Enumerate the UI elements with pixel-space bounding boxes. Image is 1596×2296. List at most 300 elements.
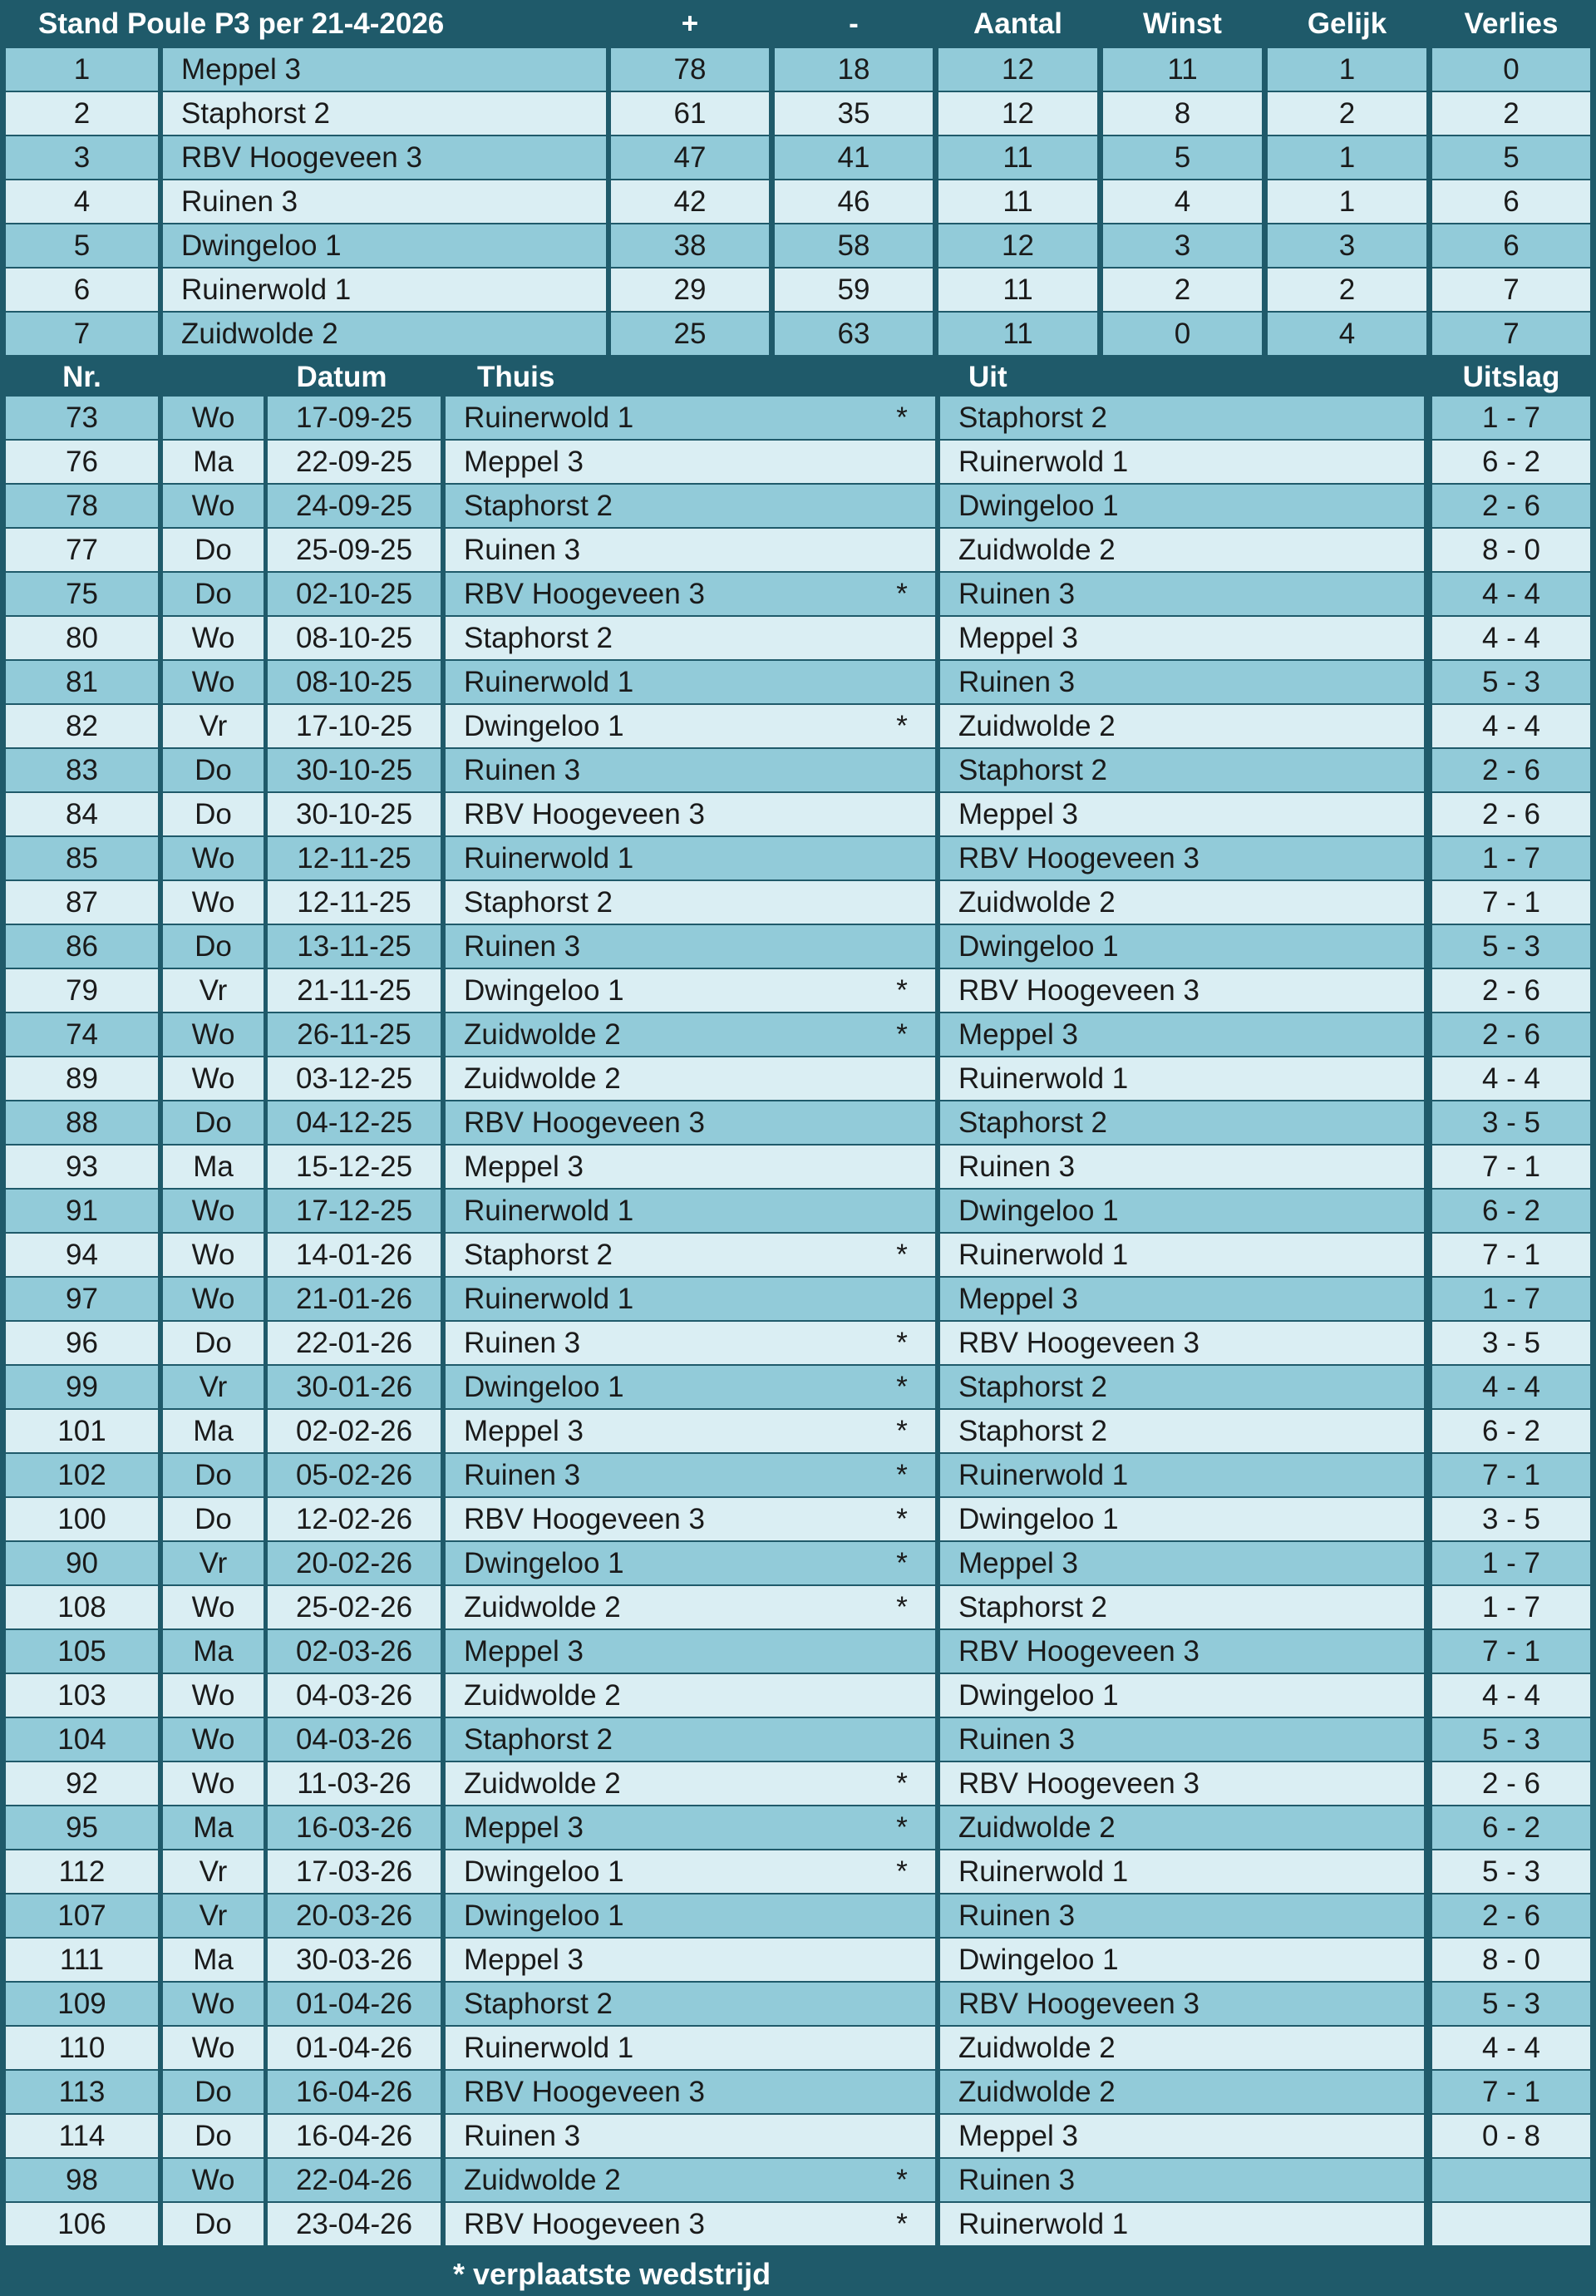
match-cell-weekday: Wo: [163, 661, 264, 703]
standings-cell-lost: 7: [1432, 269, 1590, 311]
match-cell-match-number: 94: [6, 1234, 158, 1276]
match-cell-match-date: 23-04-26: [268, 2203, 441, 2245]
match-cell-away-team: Ruinen 3: [940, 573, 1424, 615]
standings-cell-drawn: 2: [1268, 269, 1426, 311]
match-cell-match-date: 21-11-25: [268, 969, 441, 1012]
match-cell-weekday: Do: [163, 573, 264, 615]
standings-row: [0, 48, 1596, 91]
rescheduled-marker: *: [896, 1326, 908, 1359]
match-cell-match-date: 20-02-26: [268, 1542, 441, 1584]
match-cell-match-number: 79: [6, 969, 158, 1012]
match-cell-home-team: Meppel 3: [446, 1939, 935, 1981]
match-cell-result: 8 - 0: [1432, 529, 1590, 571]
rescheduled-marker-slot: [885, 2159, 919, 2201]
match-cell-weekday: Ma: [163, 1146, 264, 1188]
match-cell-away-team: Ruinen 3: [940, 661, 1424, 703]
match-cell-match-date: 03-12-25: [268, 1057, 441, 1100]
match-cell-match-date: 12-02-26: [268, 1498, 441, 1540]
rescheduled-marker: *: [896, 709, 908, 742]
match-cell-weekday: Vr: [163, 969, 264, 1012]
match-cell-match-number: 113: [6, 2071, 158, 2113]
standings-cell-rank: 1: [6, 48, 158, 91]
match-cell-match-date: 13-11-25: [268, 925, 441, 968]
match-cell-weekday: Ma: [163, 1630, 264, 1673]
match-cell-weekday: Wo: [163, 1278, 264, 1320]
match-cell-match-date: 17-10-25: [268, 705, 441, 747]
match-cell-away-team: Staphorst 2: [940, 1410, 1424, 1452]
match-cell-match-number: 88: [6, 1101, 158, 1144]
match-cell-home-team: Dwingeloo 1: [446, 1894, 935, 1937]
standings-cell-rank: 4: [6, 180, 158, 223]
match-cell-away-team: Zuidwolde 2: [940, 881, 1424, 924]
rescheduled-marker-slot: [885, 2115, 919, 2157]
match-cell-home-team: Meppel 3: [446, 1146, 935, 1188]
match-cell-away-team: Meppel 3: [940, 2115, 1424, 2157]
matches-header-4: Uitslag: [1462, 360, 1560, 393]
match-cell-result: 6 - 2: [1432, 1410, 1590, 1452]
match-cell-weekday: Do: [163, 793, 264, 835]
match-cell-match-number: 81: [6, 661, 158, 703]
match-cell-weekday: Wo: [163, 485, 264, 527]
match-cell-result: 1 - 7: [1432, 1278, 1590, 1320]
standings-title: Stand Poule P3 per 21-4-2026: [38, 7, 445, 40]
match-cell-match-date: 12-11-25: [268, 837, 441, 879]
match-cell-match-date: 08-10-25: [268, 617, 441, 659]
match-cell-weekday: Ma: [163, 441, 264, 483]
match-cell-weekday: Wo: [163, 617, 264, 659]
match-cell-home-team: Zuidwolde 2: [446, 2159, 935, 2201]
match-row: [0, 1762, 1596, 1805]
rescheduled-marker-slot: [885, 1630, 919, 1673]
rescheduled-marker-slot: [885, 1410, 919, 1452]
standings-cell-team: Meppel 3: [163, 48, 606, 91]
footer-note-bar: [0, 2253, 1596, 2296]
match-cell-home-team: Staphorst 2: [446, 617, 935, 659]
match-cell-match-date: 02-10-25: [268, 573, 441, 615]
match-cell-match-number: 104: [6, 1718, 158, 1761]
rescheduled-marker-slot: [885, 1366, 919, 1408]
match-cell-match-number: 100: [6, 1498, 158, 1540]
match-cell-away-team: Meppel 3: [940, 617, 1424, 659]
rescheduled-marker: *: [896, 2163, 908, 2196]
match-cell-match-number: 93: [6, 1146, 158, 1188]
match-cell-match-number: 102: [6, 1454, 158, 1496]
match-row: [0, 397, 1596, 439]
match-cell-home-team: Ruinen 3: [446, 2115, 935, 2157]
standings-cell-team: RBV Hoogeveen 3: [163, 136, 606, 179]
match-cell-home-team: Ruinerwold 1: [446, 661, 935, 703]
matches-header-2: Thuis: [477, 360, 555, 393]
match-cell-home-team: Ruinen 3: [446, 749, 935, 791]
match-cell-match-number: 82: [6, 705, 158, 747]
match-cell-result: 4 - 4: [1432, 705, 1590, 747]
standings-cell-points-for: 38: [611, 224, 769, 267]
rescheduled-marker-slot: [885, 485, 919, 527]
standings-cell-points-for: 47: [611, 136, 769, 179]
standings-cell-won: 11: [1103, 48, 1262, 91]
match-cell-away-team: Zuidwolde 2: [940, 705, 1424, 747]
match-cell-result: 7 - 1: [1432, 1234, 1590, 1276]
match-cell-match-date: 04-03-26: [268, 1674, 441, 1717]
standings-cell-played: 11: [938, 136, 1097, 179]
standings-cell-drawn: 2: [1268, 92, 1426, 135]
match-cell-away-team: Meppel 3: [940, 1278, 1424, 1320]
match-cell-weekday: Wo: [163, 1718, 264, 1761]
match-cell-result: 4 - 4: [1432, 573, 1590, 615]
match-cell-away-team: Meppel 3: [940, 1542, 1424, 1584]
rescheduled-marker: *: [896, 1458, 908, 1491]
standings-cell-points-for: 42: [611, 180, 769, 223]
rescheduled-marker: *: [896, 1855, 908, 1888]
match-cell-away-team: Zuidwolde 2: [940, 2027, 1424, 2069]
standings-cell-drawn: 1: [1268, 48, 1426, 91]
match-cell-result: [1432, 2159, 1590, 2201]
match-cell-result: 5 - 3: [1432, 1983, 1590, 2025]
match-row: [0, 441, 1596, 483]
match-cell-match-date: 04-03-26: [268, 1718, 441, 1761]
match-cell-weekday: Wo: [163, 1013, 264, 1056]
match-cell-result: 4 - 4: [1432, 1366, 1590, 1408]
match-cell-match-date: 22-09-25: [268, 441, 441, 483]
match-cell-result: 3 - 5: [1432, 1498, 1590, 1540]
standings-cell-team: Staphorst 2: [163, 92, 606, 135]
match-cell-result: 6 - 2: [1432, 441, 1590, 483]
standings-cell-points-against: 18: [775, 48, 933, 91]
match-cell-home-team: Meppel 3: [446, 1410, 935, 1452]
match-cell-result: 3 - 5: [1432, 1101, 1590, 1144]
match-cell-home-team: Dwingeloo 1: [446, 705, 935, 747]
match-cell-home-team: Ruinerwold 1: [446, 1278, 935, 1320]
standings-cell-drawn: 1: [1268, 136, 1426, 179]
match-cell-away-team: Staphorst 2: [940, 1101, 1424, 1144]
match-cell-match-number: 95: [6, 1806, 158, 1849]
rescheduled-marker: *: [896, 1590, 908, 1623]
match-cell-result: 6 - 2: [1432, 1806, 1590, 1849]
match-cell-match-date: 01-04-26: [268, 1983, 441, 2025]
match-cell-weekday: Wo: [163, 2159, 264, 2201]
match-cell-result: 2 - 6: [1432, 1013, 1590, 1056]
match-cell-result: 2 - 6: [1432, 969, 1590, 1012]
rescheduled-marker: *: [896, 401, 908, 434]
match-cell-result: 6 - 2: [1432, 1190, 1590, 1232]
match-cell-result: 7 - 1: [1432, 2071, 1590, 2113]
match-row: [0, 661, 1596, 703]
match-cell-away-team: Dwingeloo 1: [940, 925, 1424, 968]
rescheduled-marker-slot: [885, 1190, 919, 1232]
rescheduled-marker-slot: [885, 1542, 919, 1584]
match-cell-match-date: 20-03-26: [268, 1894, 441, 1937]
match-cell-match-number: 75: [6, 573, 158, 615]
standings-cell-team: Zuidwolde 2: [163, 313, 606, 355]
match-cell-weekday: Do: [163, 1454, 264, 1496]
match-row: [0, 1630, 1596, 1673]
match-cell-home-team: Dwingeloo 1: [446, 1366, 935, 1408]
match-cell-result: [1432, 2203, 1590, 2245]
match-cell-away-team: Zuidwolde 2: [940, 529, 1424, 571]
match-cell-match-date: 30-10-25: [268, 749, 441, 791]
match-cell-match-number: 110: [6, 2027, 158, 2069]
standings-cell-won: 0: [1103, 313, 1262, 355]
match-cell-home-team: Dwingeloo 1: [446, 969, 935, 1012]
match-cell-match-date: 17-12-25: [268, 1190, 441, 1232]
match-row: [0, 1190, 1596, 1232]
match-cell-match-date: 01-04-26: [268, 2027, 441, 2069]
match-cell-match-number: 101: [6, 1410, 158, 1452]
match-cell-away-team: Ruinerwold 1: [940, 2203, 1424, 2245]
match-cell-match-number: 85: [6, 837, 158, 879]
match-cell-home-team: Ruinen 3: [446, 925, 935, 968]
match-cell-result: 7 - 1: [1432, 1454, 1590, 1496]
rescheduled-marker-slot: [885, 1013, 919, 1056]
match-cell-away-team: Ruinen 3: [940, 1894, 1424, 1937]
match-cell-away-team: Ruinerwold 1: [940, 1234, 1424, 1276]
match-row: [0, 1366, 1596, 1408]
match-cell-away-team: RBV Hoogeveen 3: [940, 1630, 1424, 1673]
rescheduled-marker-slot: [885, 1850, 919, 1893]
match-cell-home-team: Dwingeloo 1: [446, 1850, 935, 1893]
standings-row: [0, 92, 1596, 135]
match-cell-away-team: Dwingeloo 1: [940, 1190, 1424, 1232]
match-row: [0, 1057, 1596, 1100]
match-cell-match-number: 98: [6, 2159, 158, 2201]
standings-cell-rank: 5: [6, 224, 158, 267]
standings-cell-won: 8: [1103, 92, 1262, 135]
match-cell-weekday: Do: [163, 529, 264, 571]
rescheduled-marker: *: [896, 1502, 908, 1535]
standings-row: [0, 224, 1596, 267]
standings-cell-points-against: 41: [775, 136, 933, 179]
match-cell-match-number: 96: [6, 1322, 158, 1364]
match-cell-weekday: Vr: [163, 1850, 264, 1893]
rescheduled-marker-slot: [885, 1806, 919, 1849]
match-cell-match-date: 17-09-25: [268, 397, 441, 439]
match-cell-home-team: Zuidwolde 2: [446, 1057, 935, 1100]
match-cell-result: 7 - 1: [1432, 881, 1590, 924]
rescheduled-marker-slot: [885, 397, 919, 439]
match-cell-weekday: Wo: [163, 2027, 264, 2069]
rescheduled-marker: *: [896, 1414, 908, 1447]
rescheduled-marker-slot: [885, 793, 919, 835]
match-cell-match-date: 12-11-25: [268, 881, 441, 924]
standings-cell-lost: 7: [1432, 313, 1590, 355]
standings-cell-played: 11: [938, 180, 1097, 223]
match-cell-result: 2 - 6: [1432, 749, 1590, 791]
match-cell-home-team: RBV Hoogeveen 3: [446, 2071, 935, 2113]
match-cell-result: 8 - 0: [1432, 1939, 1590, 1981]
match-cell-home-team: RBV Hoogeveen 3: [446, 573, 935, 615]
match-cell-away-team: Dwingeloo 1: [940, 1939, 1424, 1981]
rescheduled-marker-slot: [885, 1322, 919, 1364]
match-cell-match-date: 25-09-25: [268, 529, 441, 571]
match-cell-away-team: RBV Hoogeveen 3: [940, 1322, 1424, 1364]
match-row: [0, 2203, 1596, 2245]
match-row: [0, 1410, 1596, 1452]
match-cell-result: 5 - 3: [1432, 925, 1590, 968]
standings-row: [0, 180, 1596, 223]
match-cell-result: 5 - 3: [1432, 661, 1590, 703]
standings-cell-points-against: 58: [775, 224, 933, 267]
standings-cell-lost: 2: [1432, 92, 1590, 135]
match-cell-match-date: 24-09-25: [268, 485, 441, 527]
match-cell-away-team: Meppel 3: [940, 1013, 1424, 1056]
match-cell-result: 5 - 3: [1432, 1718, 1590, 1761]
match-cell-home-team: RBV Hoogeveen 3: [446, 2203, 935, 2245]
match-cell-weekday: Do: [163, 1498, 264, 1540]
match-cell-match-date: 17-03-26: [268, 1850, 441, 1893]
standings-header-2: Aantal: [973, 7, 1062, 40]
match-cell-match-date: 02-02-26: [268, 1410, 441, 1452]
rescheduled-marker-slot: [885, 881, 919, 924]
match-row: [0, 1101, 1596, 1144]
standings-cell-rank: 3: [6, 136, 158, 179]
match-cell-match-number: 91: [6, 1190, 158, 1232]
match-cell-match-date: 05-02-26: [268, 1454, 441, 1496]
match-cell-home-team: Zuidwolde 2: [446, 1674, 935, 1717]
match-cell-result: 2 - 6: [1432, 1894, 1590, 1937]
match-cell-match-date: 22-04-26: [268, 2159, 441, 2201]
rescheduled-marker-slot: [885, 1146, 919, 1188]
rescheduled-marker: *: [896, 1811, 908, 1844]
match-cell-weekday: Wo: [163, 881, 264, 924]
match-row: [0, 1542, 1596, 1584]
rescheduled-marker-slot: [885, 661, 919, 703]
match-cell-match-date: 16-03-26: [268, 1806, 441, 1849]
match-cell-match-date: 21-01-26: [268, 1278, 441, 1320]
standings-cell-played: 12: [938, 48, 1097, 91]
match-row: [0, 2159, 1596, 2201]
match-cell-weekday: Do: [163, 2071, 264, 2113]
match-cell-result: 2 - 6: [1432, 1762, 1590, 1805]
match-cell-match-number: 108: [6, 1586, 158, 1628]
match-row: [0, 2071, 1596, 2113]
match-cell-result: 1 - 7: [1432, 1542, 1590, 1584]
match-cell-away-team: Staphorst 2: [940, 1586, 1424, 1628]
rescheduled-marker-slot: [885, 617, 919, 659]
match-cell-home-team: Staphorst 2: [446, 485, 935, 527]
match-cell-match-date: 14-01-26: [268, 1234, 441, 1276]
standings-cell-rank: 6: [6, 269, 158, 311]
match-cell-match-number: 87: [6, 881, 158, 924]
match-row: [0, 1498, 1596, 1540]
match-cell-result: 4 - 4: [1432, 2027, 1590, 2069]
match-row: [0, 2115, 1596, 2157]
match-cell-result: 2 - 6: [1432, 485, 1590, 527]
match-cell-home-team: RBV Hoogeveen 3: [446, 1498, 935, 1540]
match-cell-home-team: RBV Hoogeveen 3: [446, 793, 935, 835]
rescheduled-marker: *: [896, 2207, 908, 2240]
match-row: [0, 1939, 1596, 1981]
match-cell-away-team: Zuidwolde 2: [940, 1806, 1424, 1849]
match-cell-result: 5 - 3: [1432, 1850, 1590, 1893]
match-cell-home-team: Meppel 3: [446, 1806, 935, 1849]
standings-header-5: Verlies: [1464, 7, 1559, 40]
match-cell-result: 7 - 1: [1432, 1146, 1590, 1188]
match-cell-weekday: Wo: [163, 397, 264, 439]
match-cell-match-date: 30-01-26: [268, 1366, 441, 1408]
match-row: [0, 793, 1596, 835]
rescheduled-marker-slot: [885, 2203, 919, 2245]
matches-header-0: Nr.: [62, 360, 101, 393]
match-cell-home-team: Ruinerwold 1: [446, 837, 935, 879]
rescheduled-marker-slot: [885, 529, 919, 571]
match-cell-match-number: 84: [6, 793, 158, 835]
standings-cell-rank: 7: [6, 313, 158, 355]
matches-header-1: Datum: [296, 360, 387, 393]
match-cell-match-number: 97: [6, 1278, 158, 1320]
match-cell-weekday: Wo: [163, 837, 264, 879]
match-row: [0, 837, 1596, 879]
rescheduled-marker-slot: [885, 2071, 919, 2113]
standings-cell-lost: 6: [1432, 224, 1590, 267]
match-cell-home-team: Ruinen 3: [446, 529, 935, 571]
match-cell-match-number: 89: [6, 1057, 158, 1100]
standings-cell-lost: 5: [1432, 136, 1590, 179]
match-cell-weekday: Vr: [163, 1542, 264, 1584]
match-cell-match-number: 74: [6, 1013, 158, 1056]
standings-cell-played: 12: [938, 224, 1097, 267]
rescheduled-marker-slot: [885, 1234, 919, 1276]
match-cell-result: 2 - 6: [1432, 793, 1590, 835]
match-cell-away-team: Dwingeloo 1: [940, 1674, 1424, 1717]
match-cell-match-number: 80: [6, 617, 158, 659]
match-cell-home-team: Meppel 3: [446, 441, 935, 483]
rescheduled-marker-slot: [885, 1718, 919, 1761]
match-cell-match-number: 105: [6, 1630, 158, 1673]
standings-cell-played: 12: [938, 92, 1097, 135]
standings-row: [0, 313, 1596, 355]
match-cell-away-team: Ruinen 3: [940, 2159, 1424, 2201]
rescheduled-marker: *: [896, 1238, 908, 1271]
match-cell-match-number: 92: [6, 1762, 158, 1805]
rescheduled-marker-slot: [885, 925, 919, 968]
match-cell-away-team: RBV Hoogeveen 3: [940, 1983, 1424, 2025]
standings-cell-rank: 2: [6, 92, 158, 135]
match-row: [0, 925, 1596, 968]
match-cell-away-team: Staphorst 2: [940, 749, 1424, 791]
match-row: [0, 1850, 1596, 1893]
match-cell-weekday: Wo: [163, 1674, 264, 1717]
rescheduled-marker-slot: [885, 2027, 919, 2069]
match-cell-home-team: Ruinerwold 1: [446, 2027, 935, 2069]
match-cell-away-team: Dwingeloo 1: [940, 485, 1424, 527]
rescheduled-marker-slot: [885, 749, 919, 791]
match-cell-match-date: 02-03-26: [268, 1630, 441, 1673]
rescheduled-marker-slot: [885, 1057, 919, 1100]
standings-header: [0, 0, 1596, 48]
match-cell-away-team: Ruinerwold 1: [940, 1850, 1424, 1893]
rescheduled-marker-slot: [885, 1498, 919, 1540]
standings-cell-points-for: 61: [611, 92, 769, 135]
rescheduled-marker-slot: [885, 441, 919, 483]
match-cell-match-date: 04-12-25: [268, 1101, 441, 1144]
match-row: [0, 1806, 1596, 1849]
match-row: [0, 881, 1596, 924]
match-cell-match-number: 106: [6, 2203, 158, 2245]
match-cell-weekday: Wo: [163, 1234, 264, 1276]
match-row: [0, 1454, 1596, 1496]
match-cell-weekday: Do: [163, 1322, 264, 1364]
match-cell-match-number: 90: [6, 1542, 158, 1584]
match-cell-result: 3 - 5: [1432, 1322, 1590, 1364]
match-cell-home-team: Zuidwolde 2: [446, 1586, 935, 1628]
match-cell-away-team: Ruinen 3: [940, 1146, 1424, 1188]
standings-cell-team: Ruinen 3: [163, 180, 606, 223]
standings-cell-team: Dwingeloo 1: [163, 224, 606, 267]
standings-header-3: Winst: [1143, 7, 1222, 40]
match-cell-away-team: Staphorst 2: [940, 1366, 1424, 1408]
standings-cell-points-against: 35: [775, 92, 933, 135]
match-cell-match-date: 08-10-25: [268, 661, 441, 703]
